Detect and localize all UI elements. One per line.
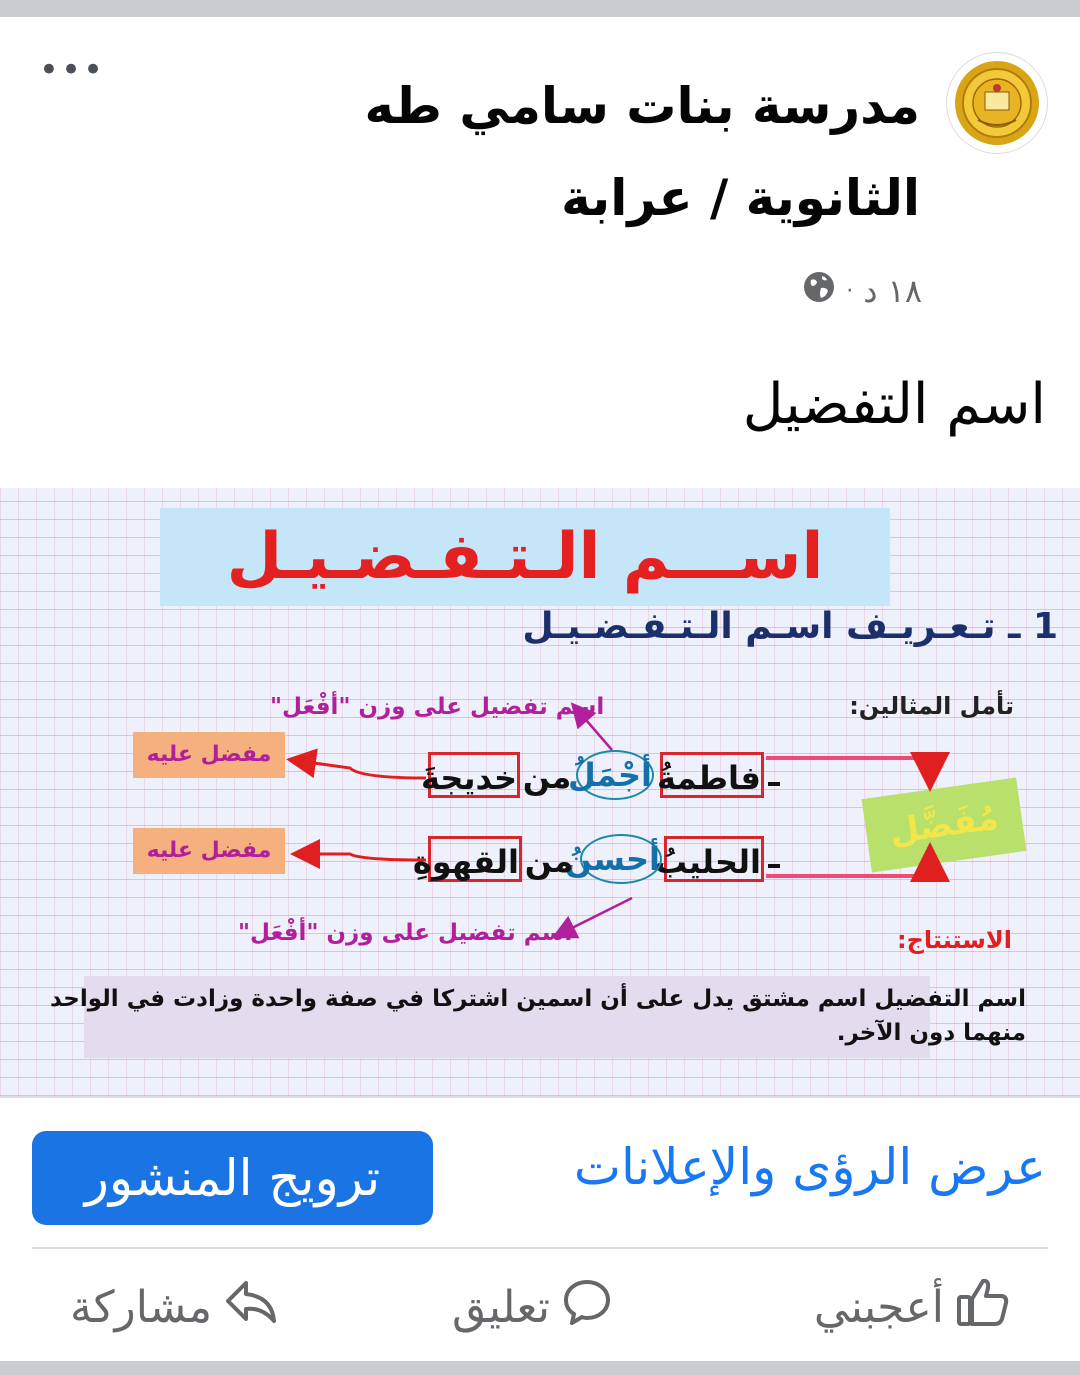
conclusion-text: اسم التفضيل اسم مشتق يدل على أن اسمين اشتركا في صفة واحدة وزادت في الواحد منهما دون الآخر.: [50, 986, 1026, 1046]
example2-from: من: [524, 842, 574, 880]
lesson-title: اســـم الـتـفـضـيـل: [226, 520, 824, 594]
comment-button[interactable]: [452, 1272, 612, 1342]
image-bottom-divider: [0, 1096, 1080, 1098]
more-dots-icon: •••: [38, 50, 106, 90]
example2-subject: الحليبُ: [664, 836, 764, 882]
view-insights-link[interactable]: عرض الرؤى والإعلانات: [573, 1138, 1046, 1196]
share-button[interactable]: [70, 1272, 278, 1342]
school-logo-icon: [952, 58, 1042, 148]
example1-object: خديجةَ: [428, 752, 520, 798]
pattern-note-top: اسم تفضيل على وزن "أفْعَل": [270, 694, 605, 720]
share-arrow-icon: [224, 1277, 278, 1338]
conclusion-label: الاستنتاج:: [897, 926, 1012, 954]
bottom-separator: [0, 1361, 1080, 1375]
boost-post-button[interactable]: ترويج المنشور: [32, 1131, 433, 1225]
page-avatar[interactable]: [946, 52, 1048, 154]
compared-box-1: مفضل عليه: [133, 732, 285, 778]
comment-label: تعليق: [452, 1281, 551, 1333]
example1-subject: فاطمةُ: [660, 752, 764, 798]
more-options-button[interactable]: [38, 50, 106, 90]
lesson-arrows: [0, 488, 1080, 1096]
preferred-label: مُفَضَّل: [862, 778, 1027, 873]
definition-heading: 1 ـ تـعـريـف اسـم الـتـفـضـيـل: [522, 606, 1058, 647]
like-button[interactable]: [814, 1272, 1010, 1342]
share-label: مشاركة: [70, 1281, 213, 1333]
like-label: أعجبني: [813, 1281, 944, 1333]
example1-adjective: أجْمَلُ: [576, 750, 654, 800]
compared-box-2: مفضل عليه: [133, 828, 285, 874]
post-text: اسم التفضيل: [742, 372, 1046, 437]
top-separator: [0, 0, 1080, 17]
example2-object: القهوةِ: [428, 836, 522, 882]
globe-icon: [802, 270, 836, 312]
page-name[interactable]: مدرسة بنات سامي طه الثانوية / عرابة: [364, 77, 920, 227]
post-meta: [802, 270, 922, 312]
example2-adjective: أحسنُ: [580, 834, 662, 884]
lesson-image[interactable]: [0, 488, 1080, 1096]
actions-divider: [32, 1247, 1048, 1249]
pattern-note-bottom: اسم تفضيل على وزن "أفْعَل": [238, 920, 573, 946]
thumbs-up-icon: [956, 1277, 1010, 1338]
example1-from: من: [522, 758, 572, 796]
contemplate-label: تأمل المثالين:: [849, 692, 1014, 720]
meta-separator: ·: [846, 278, 854, 304]
comment-bubble-icon: [562, 1277, 612, 1338]
post-time[interactable]: ١٨ د: [863, 272, 922, 310]
